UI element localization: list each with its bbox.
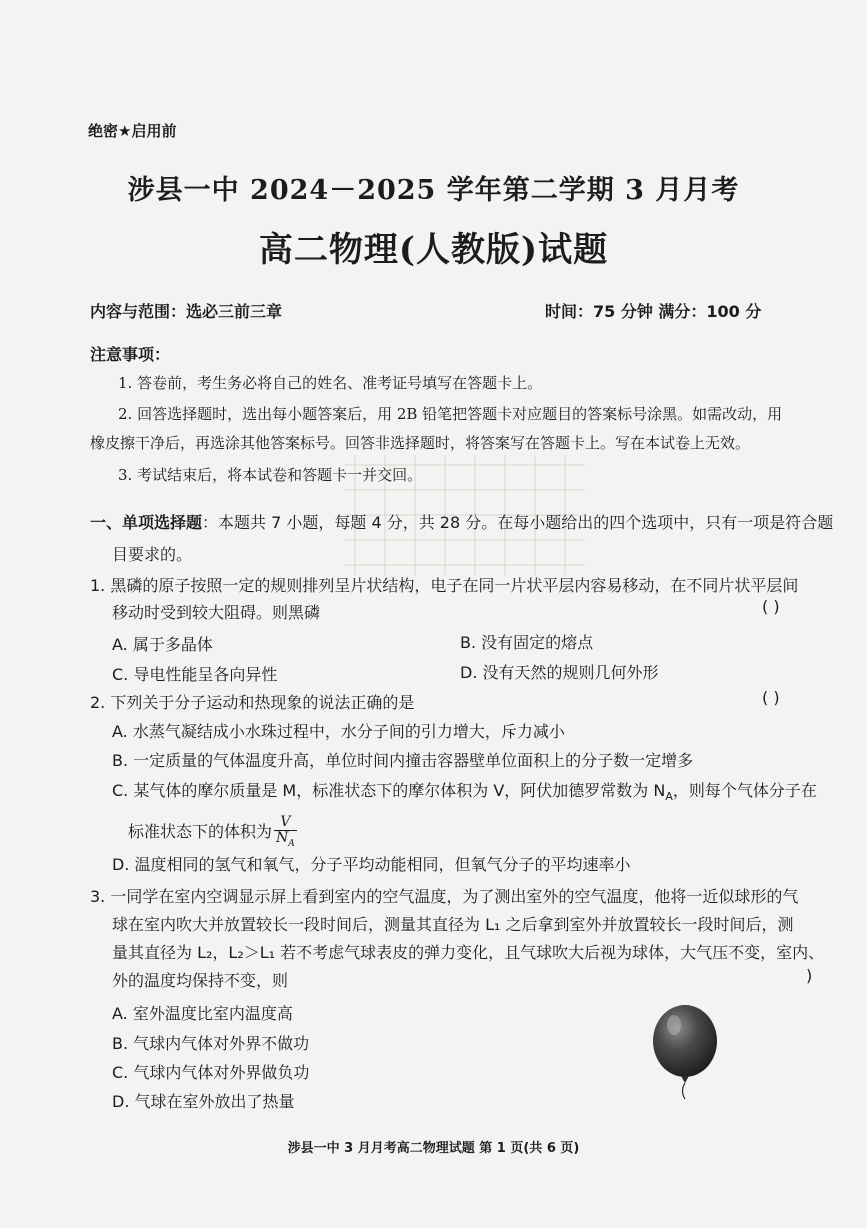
confidential-label: 绝密★启用前	[88, 122, 177, 140]
q3-stem: 3. 一同学在室内空调显示屏上看到室内的空气温度，为了测出室外的空气温度，他将一近似球形的气	[90, 887, 799, 906]
notice-item-1: 1. 答卷前，考生务必将自己的姓名、准考证号填写在答题卡上。	[118, 374, 543, 392]
q2-stem: 2. 下列关于分子运动和热现象的说法正确的是	[90, 693, 415, 712]
q2-option-c-text-end: ，则每个气体分子在	[672, 781, 817, 800]
q3-option-a: A. 室外温度比室内温度高	[112, 1004, 293, 1023]
exam-subtitle: 高二物理(人教版)试题	[258, 230, 609, 270]
notice-heading: 注意事项：	[90, 345, 171, 364]
balloon-illustration	[650, 1003, 720, 1103]
q1-option-d: D. 没有天然的规则几何外形	[460, 663, 659, 682]
q1-stem: 1. 黑磷的原子按照一定的规则排列呈片状结构，电子在同一片状平层内容易移动，在不同片状平层间	[90, 576, 799, 595]
page-footer: 涉县一中 3 月月考高二物理试题 第 1 页(共 6 页)	[287, 1141, 580, 1156]
q3-stem-cont1: 球在室内吹大并放置较长一段时间后，测量其直径为 L₁ 之后拿到室外并放置较长一段时间后，测	[112, 915, 794, 934]
q1-option-c: C. 导电性能呈各向异性	[112, 665, 278, 684]
q1-answer-bracket: ( )	[762, 597, 780, 616]
q3-stem-cont3: 外的温度均保持不变，则	[112, 971, 289, 990]
q1-option-b: B. 没有固定的熔点	[460, 633, 594, 652]
q2-option-c-text: C. 某气体的摩尔质量是 M，标准状态下的摩尔体积为 V，阿伏加德罗常数为 N	[112, 781, 666, 800]
fraction-numerator: V	[274, 815, 297, 831]
q2-option-c-line2: 标准状态下的体积为	[128, 822, 273, 842]
q2-option-c-sub: A	[665, 790, 673, 804]
section-heading	[90, 510, 833, 533]
q3-option-c: C. 气球内气体对外界做负功	[112, 1063, 310, 1082]
q3-stem-cont2: 量其直径为 L₂，L₂＞L₁ 若不考虑气球表皮的弹力变化，且气球吹大后视为球体，大气压不变，室内、	[112, 943, 825, 962]
section-desc: ：本题共 7 小题，每题 4 分，共 28 分。在每小题给出的四个选项中，只有一项是符合题	[202, 513, 834, 532]
fraction-denominator	[274, 831, 297, 850]
q2-option-c	[112, 778, 817, 803]
section-title: 一、单项选择题	[90, 513, 203, 532]
q2-option-d: D. 温度相同的氢气和氧气，分子平均动能相同，但氧气分子的平均速率小	[112, 855, 631, 874]
q3-option-b: B. 气球内气体对外界不做功	[112, 1034, 310, 1053]
q1-stem-cont: 移动时受到较大阻碍。则黑磷	[112, 603, 321, 622]
notice-item-2: 2. 回答选择题时，选出每小题答案后，用 2B 铅笔把答题卡对应题目的答案标号涂黑。如需改动，用	[118, 405, 783, 423]
q3-option-d: D. 气球在室外放出了热量	[112, 1092, 295, 1111]
q2-fraction	[274, 815, 297, 850]
q2-option-a: A. 水蒸气凝结成小水珠过程中，水分子间的引力增大，斥力减小	[112, 722, 565, 741]
q2-option-b: B. 一定质量的气体温度升高，单位时间内撞击容器壁单位面积上的分子数一定增多	[112, 751, 694, 770]
notice-item-2-cont: 橡皮擦干净后，再选涂其他答案标号。回答非选择题时，将答案写在答题卡上。写在本试卷上无效。	[90, 434, 751, 452]
notice-item-3: 3. 考试结束后，将本试卷和答题卡一并交回。	[118, 466, 423, 484]
q2-option-c-cont	[128, 815, 297, 850]
fraction-denominator-sub: A	[288, 839, 295, 850]
q1-option-a: A. 属于多晶体	[112, 635, 213, 654]
q2-answer-bracket: ( )	[762, 688, 780, 707]
section-desc-cont: 目要求的。	[112, 545, 193, 564]
fraction-denominator-text: N	[276, 830, 289, 847]
time-score: 时间：75 分钟 满分：100 分	[545, 302, 762, 321]
exam-title: 涉县一中 2024－2025 学年第二学期 3 月月考	[127, 175, 740, 206]
q3-answer-bracket: )	[806, 966, 813, 985]
content-scope: 内容与范围：选必三前三章	[90, 302, 283, 321]
